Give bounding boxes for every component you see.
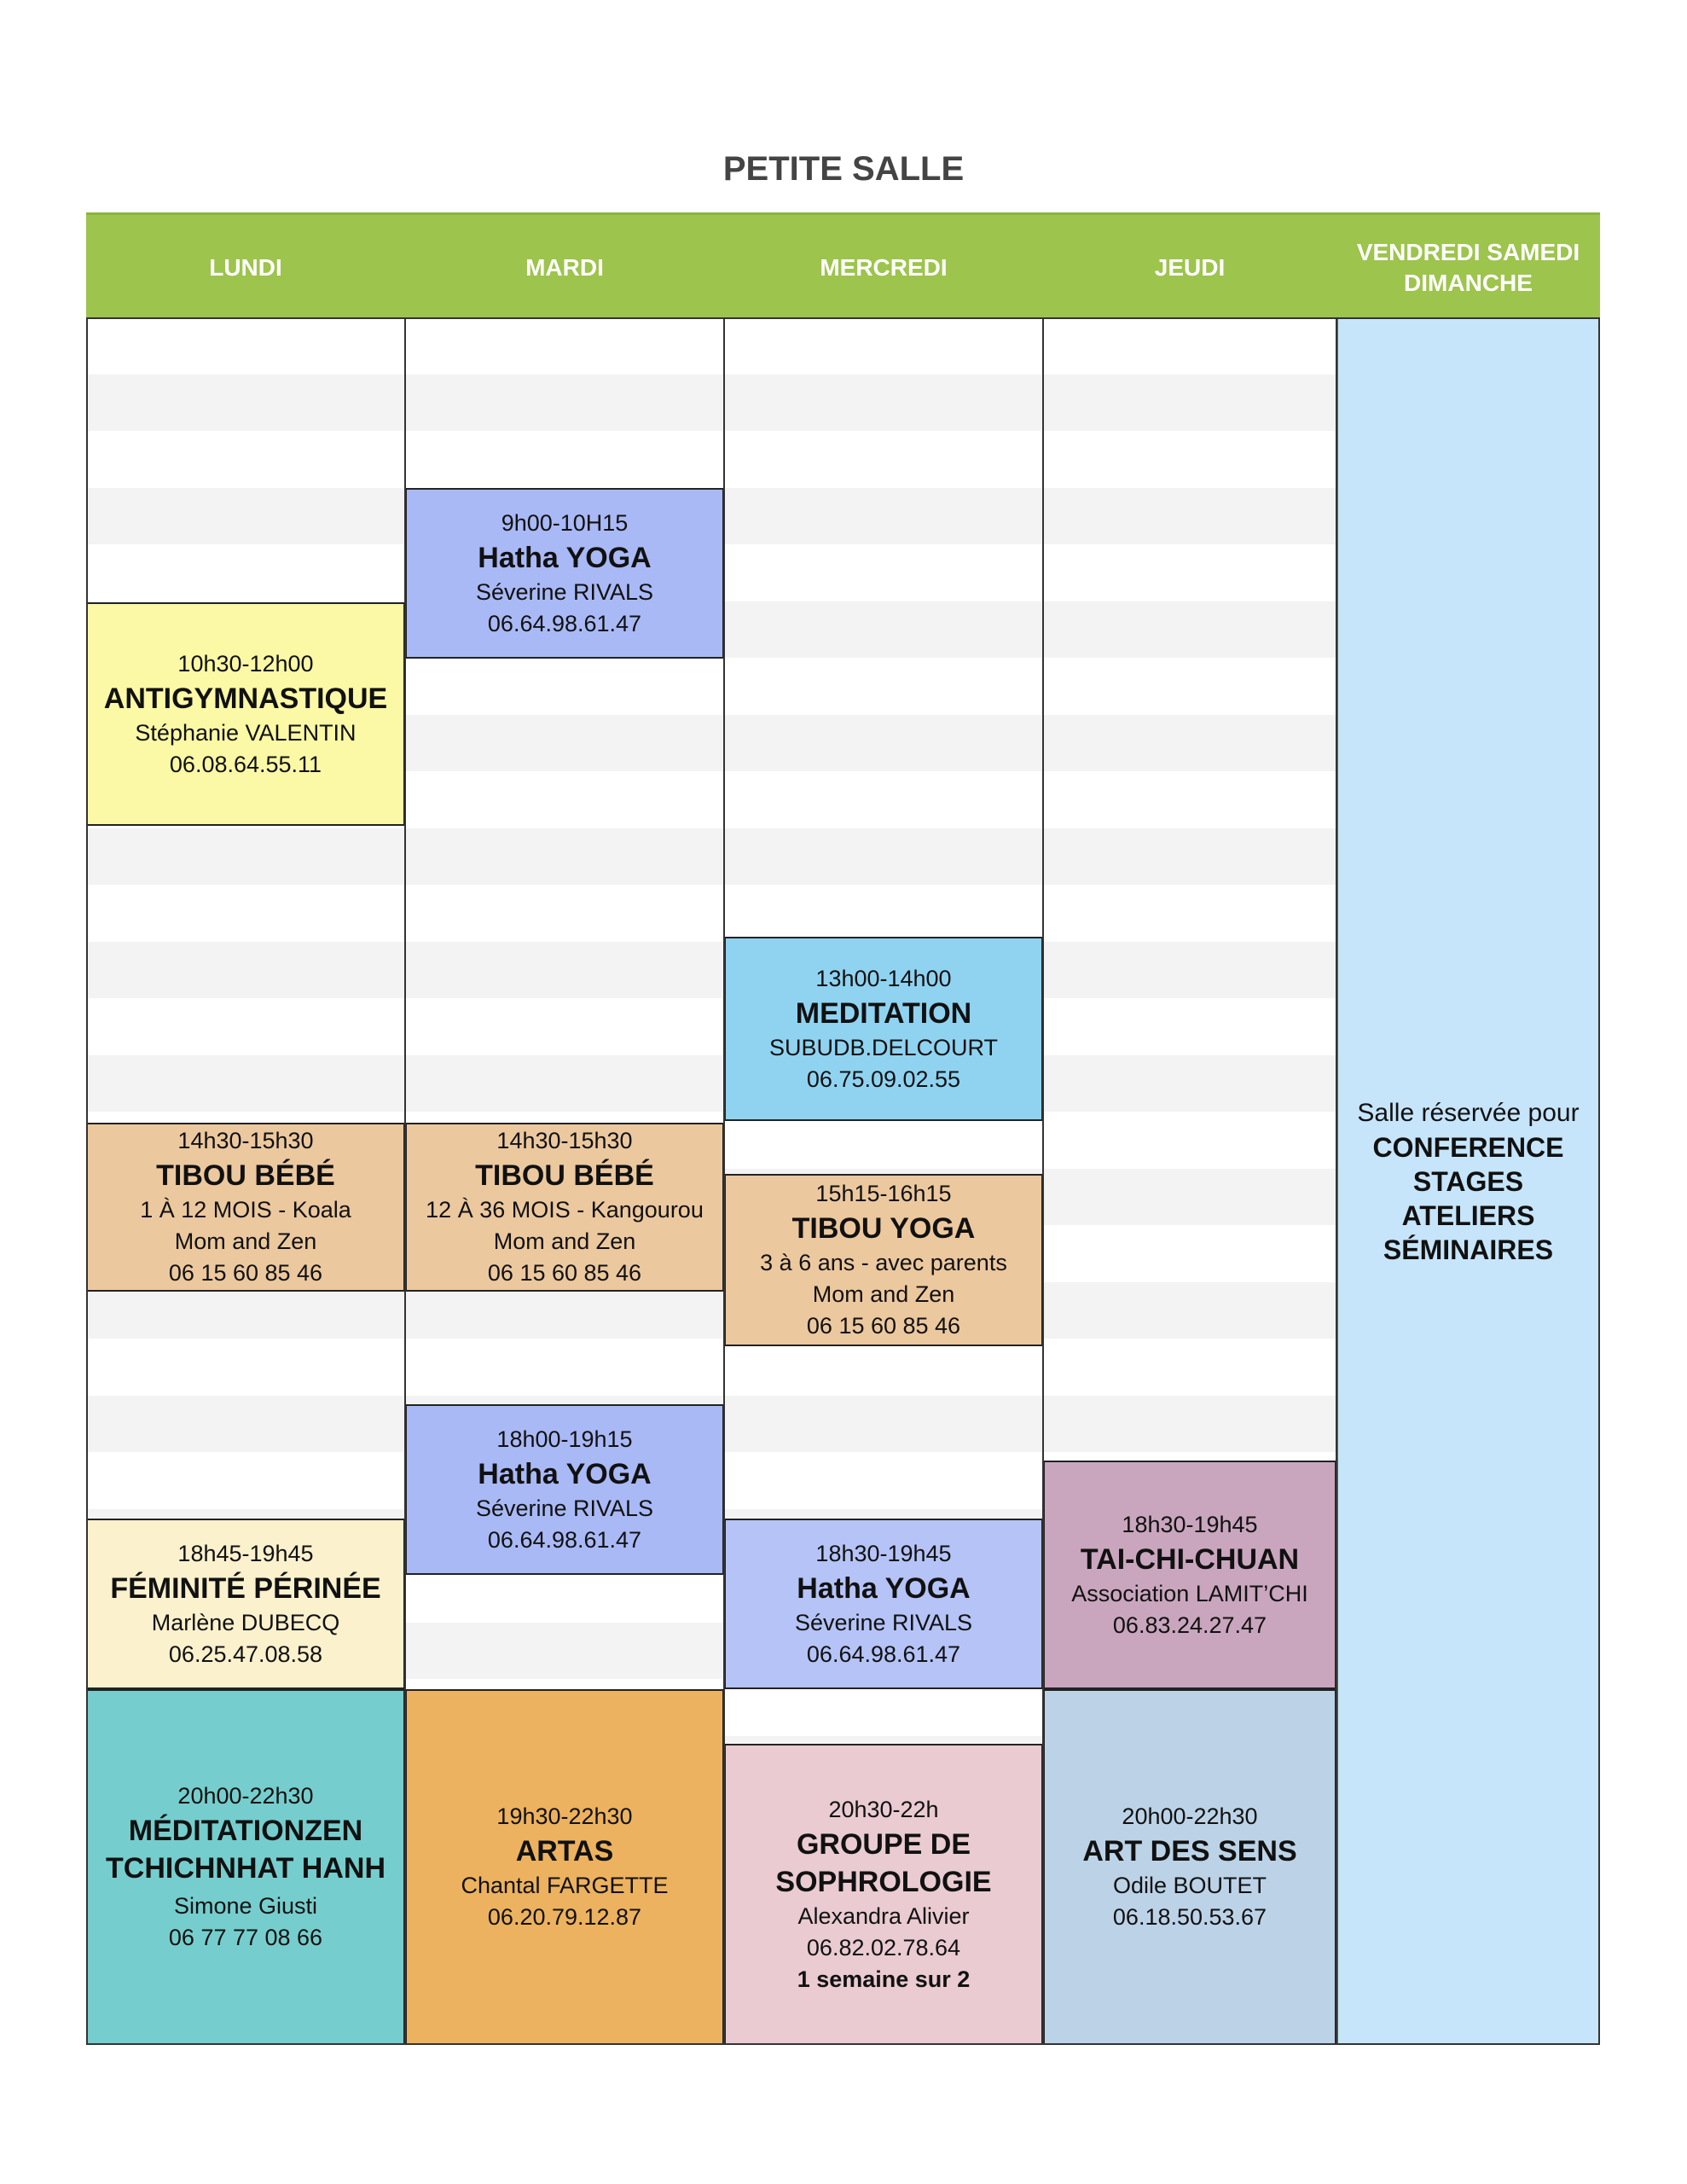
- session-phone: 06.08.64.55.11: [169, 751, 322, 777]
- session-card-hatha-yoga-mercredi[interactable]: [724, 1519, 1043, 1689]
- session-person: Alexandra Alivier: [797, 1902, 970, 1929]
- grid-row-stripe: [86, 1055, 1336, 1112]
- session-time: 10h30-12h00: [177, 650, 314, 677]
- session-person: Mom and Zen: [493, 1228, 636, 1254]
- session-card-tai-chi-chuan[interactable]: [1043, 1461, 1336, 1689]
- session-detail: 12 À 36 MOIS - Kangourou: [426, 1197, 704, 1223]
- session-detail: 1 À 12 MOIS - Koala: [140, 1197, 351, 1223]
- session-phone: 06.25.47.08.58: [168, 1641, 323, 1667]
- weekend-item-ateliers: ATELIERS: [1401, 1199, 1535, 1231]
- column-divider: [723, 317, 725, 2045]
- header-mardi: MARDI: [525, 253, 604, 281]
- session-person: Séverine RIVALS: [794, 1609, 973, 1635]
- session-phone: 06 15 60 85 46: [168, 1260, 323, 1286]
- session-person: Stéphanie VALENTIN: [135, 719, 357, 746]
- session-name: ART DES SENS: [1082, 1835, 1297, 1867]
- session-phone: 06 15 60 85 46: [487, 1260, 642, 1286]
- session-person: Chantal FARGETTE: [461, 1873, 669, 1898]
- session-time: 18h30-19h45: [1122, 1511, 1258, 1537]
- session-phone: 06.82.02.78.64: [806, 1934, 961, 1960]
- session-card-meditation[interactable]: [724, 937, 1043, 1121]
- session-time: 14h30-15h30: [496, 1128, 633, 1153]
- weekend-item-conference: CONFERENCE: [1372, 1131, 1564, 1163]
- session-card-meditationzen[interactable]: [86, 1689, 405, 2045]
- session-name: TIBOU BÉBÉ: [156, 1159, 335, 1192]
- header-weekend: VENDREDI SAMEDI DIMANCHE: [1356, 238, 1580, 296]
- session-time: 15h15-16h15: [815, 1181, 952, 1206]
- session-time: 20h00-22h30: [1122, 1804, 1258, 1829]
- session-name: FÉMINITÉ PÉRINÉE: [110, 1571, 381, 1605]
- session-card-antigymnastique[interactable]: [86, 602, 405, 826]
- session-time: 18h00-19h15: [496, 1426, 633, 1452]
- session-name: Hatha YOGA: [478, 1457, 652, 1490]
- session-phone: 06.18.50.53.67: [1112, 1904, 1267, 1930]
- session-time: 20h00-22h30: [177, 1783, 314, 1809]
- weekend-item-seminaires: SÉMINAIRES: [1383, 1234, 1554, 1265]
- session-name: MEDITATION: [795, 996, 972, 1030]
- schedule-grid: [86, 317, 1600, 2045]
- session-phone: 06.83.24.27.47: [1112, 1612, 1267, 1638]
- session-person: Odile BOUTET: [1112, 1873, 1267, 1898]
- day-header-row: [86, 212, 1600, 320]
- session-name: Hatha YOGA: [797, 1571, 971, 1605]
- grid-row-stripe: [86, 828, 1336, 886]
- grid-row-stripe: [86, 885, 1336, 942]
- session-card-tibou-bebe-lundi[interactable]: [86, 1123, 405, 1292]
- session-name: TIBOU BÉBÉ: [475, 1159, 654, 1192]
- session-name-line1: GROUPE DE: [796, 1827, 971, 1861]
- header-mercredi: MERCREDI: [820, 253, 948, 281]
- header-jeudi: JEUDI: [1154, 253, 1226, 281]
- column-divider: [1336, 317, 1337, 2045]
- session-phone: 06.64.98.61.47: [487, 1526, 642, 1553]
- session-phone: 06.64.98.61.47: [806, 1641, 961, 1667]
- session-person: SUBUDB.DELCOURT: [768, 1034, 999, 1060]
- session-time: 20h30-22h: [828, 1796, 939, 1822]
- session-phone: 06 77 77 08 66: [168, 1925, 323, 1950]
- grid-row-stripe: [86, 375, 1336, 432]
- session-card-sophrologie[interactable]: [724, 1744, 1043, 2045]
- session-phone: 06.64.98.61.47: [487, 610, 642, 636]
- session-name: TIBOU YOGA: [791, 1212, 976, 1245]
- weekend-reserved-panel[interactable]: [1336, 317, 1600, 2045]
- header-lundi: LUNDI: [209, 253, 282, 281]
- session-note: 1 semaine sur 2: [797, 1966, 971, 1992]
- session-detail: 3 à 6 ans - avec parents: [760, 1250, 1007, 1275]
- page-title: PETITE SALLE: [722, 150, 965, 188]
- session-card-art-des-sens[interactable]: [1043, 1689, 1336, 2045]
- session-card-hatha-yoga-mardi-morning[interactable]: [405, 488, 724, 659]
- session-card-tibou-bebe-mardi[interactable]: [405, 1123, 724, 1292]
- session-time: 19h30-22h30: [496, 1804, 633, 1829]
- session-card-feminite-perinee[interactable]: [86, 1519, 405, 1689]
- weekend-intro: Salle réservée pour: [1357, 1098, 1580, 1127]
- session-name: TAI-CHI-CHUAN: [1080, 1542, 1300, 1576]
- grid-row-stripe: [86, 942, 1336, 999]
- session-person: Association LAMIT’CHI: [1071, 1580, 1308, 1606]
- column-divider: [404, 317, 406, 2045]
- session-time: 18h45-19h45: [177, 1540, 314, 1566]
- session-person: Simone Giusti: [173, 1893, 318, 1919]
- session-name-line1: MÉDITATIONZEN: [128, 1815, 363, 1847]
- session-time: 14h30-15h30: [177, 1128, 314, 1153]
- session-person: Séverine RIVALS: [475, 1495, 654, 1521]
- column-divider: [1042, 317, 1044, 2045]
- grid-row-stripe: [86, 998, 1336, 1055]
- session-name-line2: TCHICHNHAT HANH: [106, 1852, 386, 1885]
- session-card-artas[interactable]: [405, 1689, 724, 2045]
- session-phone: 06.20.79.12.87: [487, 1904, 642, 1930]
- session-person: Mom and Zen: [812, 1281, 955, 1307]
- session-name-line2: SOPHROLOGIE: [775, 1865, 992, 1898]
- session-person: Séverine RIVALS: [475, 578, 654, 605]
- session-time: 9h00-10H15: [501, 509, 629, 536]
- session-name: ANTIGYMNASTIQUE: [103, 682, 388, 715]
- session-card-hatha-yoga-mardi-evening[interactable]: [405, 1404, 724, 1575]
- session-person: Mom and Zen: [174, 1228, 317, 1254]
- session-time: 13h00-14h00: [815, 965, 952, 991]
- weekend-item-stages: STAGES: [1412, 1165, 1524, 1197]
- session-time: 18h30-19h45: [815, 1540, 952, 1566]
- session-card-tibou-yoga[interactable]: [724, 1174, 1043, 1346]
- session-name: ARTAS: [515, 1835, 614, 1867]
- session-phone: 06 15 60 85 46: [806, 1313, 961, 1339]
- grid-row-stripe: [86, 317, 1336, 375]
- grid-row-stripe: [86, 431, 1336, 488]
- session-name: Hatha YOGA: [478, 541, 652, 574]
- session-phone: 06.75.09.02.55: [806, 1066, 961, 1092]
- session-person: Marlène DUBECQ: [151, 1609, 340, 1635]
- grid-row-stripe: [86, 1339, 1336, 1396]
